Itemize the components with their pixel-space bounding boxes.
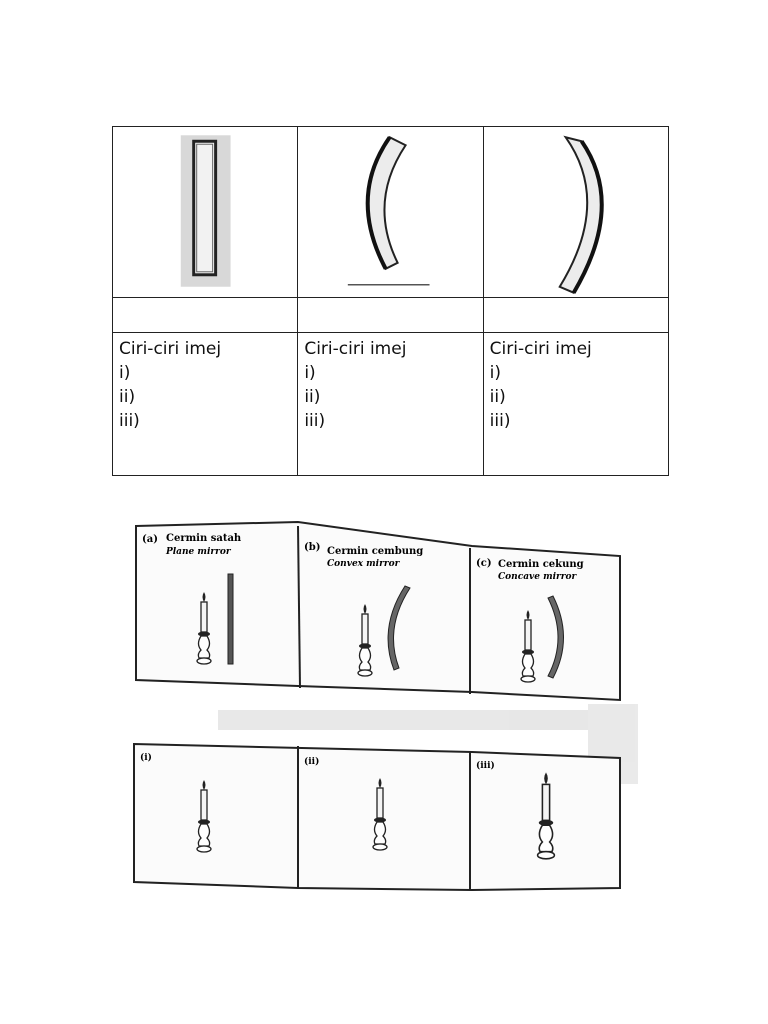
blank-cell[interactable] <box>113 298 298 333</box>
property-item: iii) <box>489 411 511 431</box>
property-item: iii) <box>119 411 140 431</box>
plane-mirror-icon <box>113 127 297 297</box>
blank-cell[interactable] <box>298 298 483 333</box>
concave-mirror-icon <box>484 127 668 297</box>
property-item: i) <box>489 363 502 383</box>
property-item: ii) <box>489 387 506 407</box>
mirror-name-en-b: Convex mirror <box>327 559 400 569</box>
property-item: iii) <box>304 411 326 431</box>
properties-heading: Ciri-ciri imej <box>119 339 222 359</box>
properties-heading: Ciri-ciri imej <box>304 339 407 359</box>
property-item: ii) <box>304 387 321 407</box>
convex-mirror-icon <box>298 127 482 297</box>
mirror-label-a: (a) <box>142 534 158 545</box>
mirror-name-ms-b: Cermin cembung <box>327 546 424 557</box>
property-item: ii) <box>119 387 136 407</box>
mirror-name-ms-a: Cermin satah <box>166 533 242 544</box>
scanned-worksheet <box>128 504 644 904</box>
mirror-name-en-c: Concave mirror <box>498 572 577 582</box>
image-properties-cell[interactable] <box>298 333 483 476</box>
mirror-label-c: (c) <box>476 558 492 569</box>
mirror-name-ms-c: Cermin cekung <box>498 559 584 570</box>
answer-label-ii: (ii) <box>304 757 320 767</box>
plane-mirror-icon <box>228 574 233 664</box>
mirror-name-en-a: Plane mirror <box>166 547 231 557</box>
properties-heading: Ciri-ciri imej <box>489 339 592 359</box>
image-properties-cell[interactable] <box>113 333 298 476</box>
mirror-image-table <box>112 126 669 476</box>
answer-panel <box>134 744 620 890</box>
concave-mirror-cell <box>483 127 668 298</box>
worksheet-figure <box>128 504 644 904</box>
property-item: i) <box>119 363 131 383</box>
convex-mirror-cell <box>298 127 483 298</box>
answer-label-i: (i) <box>140 753 152 763</box>
image-properties-cell[interactable] <box>483 333 668 476</box>
answer-label-iii: (iii) <box>476 761 495 771</box>
property-item: i) <box>304 363 316 383</box>
mirror-types-panel <box>136 522 620 700</box>
mirror-label-b: (b) <box>304 542 321 553</box>
plane-mirror-cell <box>113 127 298 298</box>
blank-cell[interactable] <box>483 298 668 333</box>
